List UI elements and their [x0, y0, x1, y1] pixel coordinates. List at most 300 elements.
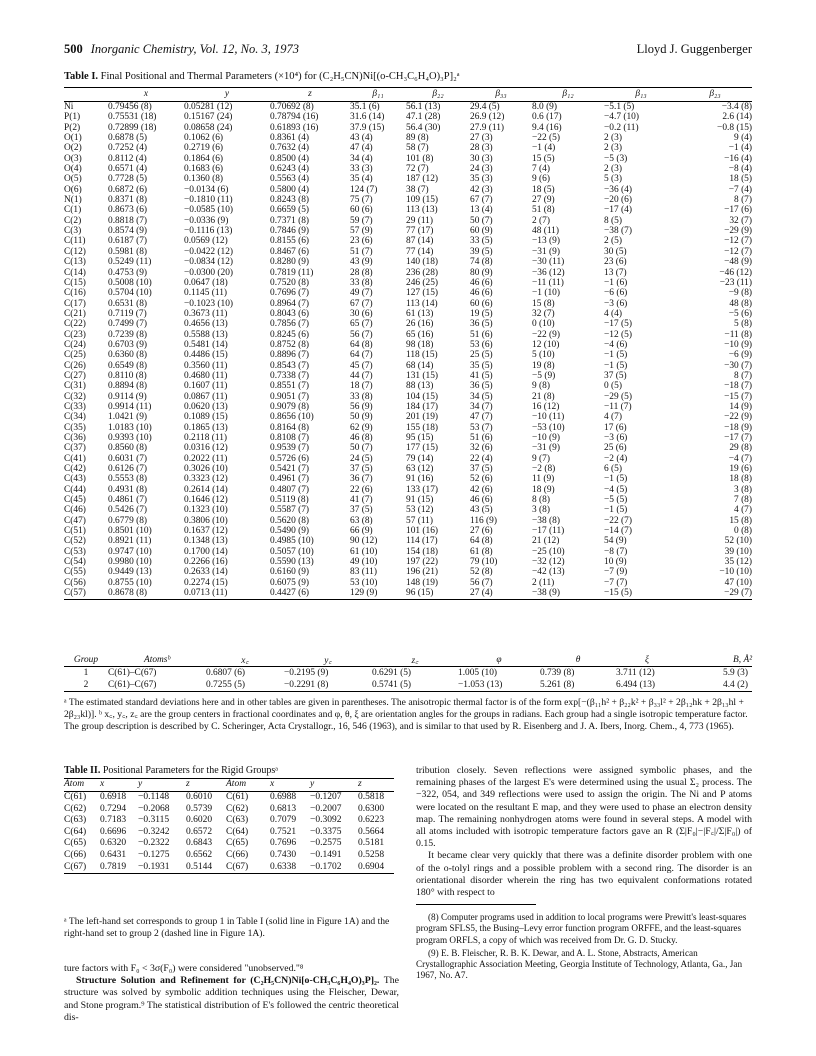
table-cell: 49 (10) — [350, 557, 378, 568]
table-cell: 0.1646 (12) — [184, 495, 228, 506]
table-cell: 79 (14) — [406, 453, 434, 464]
table-row — [64, 381, 752, 391]
table-cell: −17 (7) — [724, 433, 752, 443]
table-cell: 0.0620 (13) — [184, 401, 228, 412]
table-cell: 118 (15) — [406, 350, 438, 361]
table-cell: C(61)–C(67) — [108, 680, 157, 690]
table-cell: 0.5181 — [358, 838, 385, 849]
table-cell: 2 (3) — [604, 164, 622, 175]
table-cell: 0.72899 (18) — [108, 122, 157, 133]
table-row — [64, 112, 752, 122]
table-row — [64, 516, 752, 526]
table-cell: −0.1702 — [310, 861, 342, 872]
atom-label: C(31) — [64, 381, 86, 392]
group-col-header: φ — [496, 654, 502, 665]
table-cell: 57 (11) — [406, 515, 433, 526]
table-row — [64, 557, 752, 567]
table-cell: 60 (6) — [470, 298, 493, 309]
table-cell: 0.5553 (8) — [108, 474, 148, 485]
table-cell: 46 (6) — [470, 277, 493, 288]
table-cell: −7 (4) — [728, 184, 752, 195]
table-cell: 0.2274 (15) — [184, 577, 228, 588]
table-cell: 0.6187 (7) — [108, 236, 148, 247]
table-cell: 0.6779 (8) — [108, 515, 148, 526]
table-cell: 0.8755 (10) — [108, 577, 152, 588]
table-row — [64, 567, 752, 577]
table-cell: 36 (5) — [470, 381, 493, 392]
table-cell: C(62) — [64, 803, 87, 814]
table-cell: 63 (12) — [406, 464, 434, 475]
atom-label: C(1) — [64, 205, 82, 216]
table-cell: 30 (5) — [604, 246, 627, 257]
table-cell: 50 (9) — [350, 412, 373, 423]
table-cell: 236 (28) — [406, 267, 439, 278]
table-cell: 0.7728 (5) — [108, 174, 148, 185]
table-row — [64, 792, 394, 804]
table-cell: 0.5426 (7) — [108, 505, 148, 516]
table-cell: 0.8112 (4) — [108, 153, 147, 164]
table-cell: 29.4 (5) — [470, 102, 500, 112]
table-cell: 46 (6) — [470, 288, 493, 299]
table-cell: 0.4486 (15) — [184, 350, 228, 361]
table-cell: 30 (3) — [470, 153, 493, 164]
table-cell: 0.7239 (8) — [108, 329, 148, 340]
table1-header-row — [64, 88, 752, 102]
table2-body — [64, 792, 394, 874]
atom-label: C(32) — [64, 391, 86, 402]
table-cell: C(67) — [226, 861, 249, 872]
table-cell: 98 (18) — [406, 339, 434, 350]
table-cell: −31 (9) — [532, 246, 560, 257]
table2-col-header: Atom — [64, 779, 85, 790]
table-cell: 0.2266 (16) — [184, 557, 228, 568]
table-cell: 56 (9) — [350, 401, 373, 412]
table-cell: 23 (6) — [350, 236, 373, 247]
table-cell: 2 — [83, 680, 89, 690]
table-cell: 4.4 (2) — [723, 680, 748, 690]
atom-label: C(36) — [64, 433, 86, 443]
table-cell: −10 (10) — [719, 567, 752, 578]
table-cell: 0.7430 — [270, 849, 297, 860]
table-cell: 66 (9) — [350, 526, 373, 537]
table-cell: −22 (5) — [532, 133, 560, 144]
table-cell: 0.5981 (8) — [108, 246, 148, 257]
table-row — [64, 205, 752, 215]
table-cell: −0.1148 — [138, 792, 170, 802]
table-cell: 0.6878 (5) — [108, 133, 148, 144]
table-row — [64, 288, 752, 298]
table1-col-header: β₁₂ — [562, 89, 574, 100]
atom-label: O(6) — [64, 184, 82, 195]
table-cell: 155 (18) — [406, 422, 439, 433]
table-cell: 9.4 (16) — [532, 122, 562, 133]
table-cell: 0.8500 (4) — [270, 153, 310, 164]
table-row — [64, 433, 752, 443]
table-cell: −0.2291 (8) — [284, 680, 329, 690]
table-cell: 0.8164 (8) — [270, 422, 310, 433]
table-cell: −22 (9) — [532, 329, 560, 340]
table-cell: −9 (8) — [728, 288, 752, 299]
atom-label: O(5) — [64, 174, 82, 185]
table-cell: 124 (7) — [350, 184, 378, 195]
table-row — [64, 412, 752, 422]
table-cell: 148 (19) — [406, 577, 439, 588]
table-cell: −5 (6) — [728, 308, 752, 319]
table-cell: 41 (5) — [470, 370, 493, 381]
table-cell: 0.61893 (16) — [270, 122, 319, 133]
table-cell: 0.8894 (8) — [108, 381, 148, 392]
table-cell: −31 (9) — [532, 443, 560, 454]
table-cell: 24 (3) — [470, 164, 493, 175]
table-cell: 21 (8) — [532, 391, 555, 402]
table1-body — [64, 102, 752, 600]
table-cell: 0 (5) — [604, 381, 622, 392]
table-cell: 0.3806 (10) — [184, 515, 228, 526]
table-cell: −17 (11) — [532, 526, 565, 537]
table-cell: 53 (12) — [406, 505, 434, 516]
table-cell: 0.8501 (10) — [108, 526, 152, 537]
table-cell: 37 (5) — [470, 464, 493, 475]
table-cell: −29 (9) — [724, 226, 752, 237]
table-cell: −12 (7) — [724, 246, 752, 257]
table-cell: −22 (9) — [724, 412, 752, 423]
table-cell: −38 (9) — [532, 588, 560, 599]
table-cell: −0.0834 (12) — [184, 257, 234, 268]
table-cell: 187 (12) — [406, 174, 439, 185]
table-cell: 0.7252 (4) — [108, 143, 148, 154]
table-cell: 53 (6) — [470, 339, 493, 350]
table-row — [64, 330, 752, 340]
table-cell: −30 (7) — [724, 360, 752, 371]
table-cell: 0.1864 (6) — [184, 153, 224, 164]
table-cell: 3 (8) — [532, 505, 550, 516]
table2-rigid-groups — [64, 778, 394, 874]
table-cell: 131 (15) — [406, 370, 439, 381]
table-cell: 61 (13) — [406, 308, 434, 319]
table-cell: 0.4985 (10) — [270, 536, 314, 547]
table-row — [64, 309, 752, 319]
table-cell: −18 (9) — [724, 422, 752, 433]
running-header — [64, 42, 752, 62]
table-cell: 0.4753 (9) — [108, 267, 148, 278]
table-cell: 17 (6) — [604, 422, 627, 433]
group-table-body — [64, 653, 752, 692]
table-cell: −0.2575 — [310, 838, 342, 849]
table-cell: 52 (6) — [470, 474, 493, 485]
table-cell: −4 (7) — [728, 453, 752, 464]
table-cell: 47 (10) — [724, 577, 752, 588]
atom-label: C(34) — [64, 412, 86, 423]
table-cell: 0.5588 (13) — [184, 329, 228, 340]
table-cell: 18 (7) — [350, 381, 373, 392]
table-row — [64, 361, 752, 371]
atom-label: C(43) — [64, 474, 86, 485]
table-cell: 34 (4) — [350, 153, 373, 164]
table-cell: −8 (7) — [604, 546, 628, 557]
table-cell: −0.0422 (12) — [184, 246, 234, 257]
table-cell: 60 (9) — [470, 226, 493, 237]
table-cell: 0.9051 (7) — [270, 391, 310, 402]
table-cell: −0.8 (15) — [717, 122, 752, 133]
table-cell: 0.5704 (10) — [108, 288, 152, 299]
atom-label: C(26) — [64, 360, 86, 371]
table-cell: 0.5741 (5) — [372, 680, 412, 690]
table-cell: 33 (8) — [350, 391, 373, 402]
table-cell: 0.8361 (4) — [270, 133, 310, 144]
atom-label: O(3) — [64, 153, 82, 164]
table-cell: 0.6813 — [270, 803, 297, 814]
table-cell: 24 (5) — [350, 453, 373, 464]
table-cell: −5 (5) — [604, 495, 628, 506]
table-cell: 64 (8) — [350, 339, 373, 350]
table-cell: 0.6075 (9) — [270, 577, 310, 588]
table-cell: 9 (8) — [532, 381, 550, 392]
table-cell: 7 (4) — [532, 164, 550, 175]
table-cell: −1 (10) — [532, 288, 560, 299]
table-cell: 0.4861 (7) — [108, 495, 148, 506]
table-cell: 0.8108 (7) — [270, 433, 310, 443]
table-cell: 5.261 (8) — [540, 680, 575, 690]
table-cell: 26.9 (12) — [470, 112, 505, 123]
atom-label: C(56) — [64, 577, 86, 588]
table-cell: 13 (4) — [470, 205, 493, 216]
table-row — [64, 257, 752, 267]
table-cell: 0.2022 (11) — [184, 453, 228, 464]
group-col-header: y꜀ — [324, 656, 332, 666]
table-cell: 0.9393 (10) — [108, 433, 152, 443]
atom-label: C(41) — [64, 453, 86, 464]
table-cell: 0.6300 — [358, 803, 385, 814]
atom-label: C(35) — [64, 422, 86, 433]
table-cell: 0.6 (17) — [532, 112, 562, 123]
table-cell: 0.9914 (11) — [108, 401, 152, 412]
table-cell: 0.9114 (9) — [108, 391, 147, 402]
table-cell: 57 (9) — [350, 226, 373, 237]
table-cell: C(65) — [64, 838, 87, 849]
table-cell: 0.739 (8) — [540, 668, 575, 678]
table-cell: 0.1637 (12) — [184, 526, 228, 537]
table-row — [64, 536, 752, 546]
table-cell: C(61) — [64, 792, 87, 802]
table-cell: 0.7183 — [100, 815, 127, 826]
table-cell: 8.0 (9) — [532, 102, 557, 112]
table-row — [64, 133, 752, 143]
atom-label: C(11) — [64, 236, 86, 247]
atom-label: O(2) — [64, 143, 82, 154]
table-cell: 34 (7) — [470, 401, 493, 412]
table-cell: 0.7696 (7) — [270, 288, 310, 299]
table-cell: 0.6531 (8) — [108, 298, 148, 309]
table-cell: 5 (3) — [604, 174, 622, 185]
table-row — [64, 392, 752, 402]
table-cell: −0.2007 — [310, 803, 342, 814]
table-cell: 26 (16) — [406, 319, 434, 330]
table-cell: 0.08658 (24) — [184, 122, 233, 133]
table-row — [64, 667, 752, 680]
table-cell: 114 (17) — [406, 536, 438, 547]
table-row — [64, 319, 752, 329]
table-cell: 0.6320 — [100, 838, 127, 849]
table-cell: 0.5421 (7) — [270, 464, 310, 475]
table-cell: 4 (7) — [604, 412, 622, 423]
table-cell: 0.0867 (11) — [184, 391, 228, 402]
table-cell: 39 (5) — [470, 246, 493, 257]
table-cell: −0.1275 — [138, 849, 170, 860]
table-cell: −0.1810 (11) — [184, 195, 233, 206]
table-cell: 9 (7) — [532, 453, 550, 464]
table-cell: 0.8921 (11) — [108, 536, 152, 547]
table-cell: 0.6807 (6) — [206, 668, 246, 678]
table-cell: 5.9 (3) — [723, 668, 748, 678]
table-cell: 0.5481 (14) — [184, 339, 228, 350]
table-cell: 0.1865 (13) — [184, 422, 228, 433]
left-para1: ture factors with F₀ < 3σ(F₀) were considered "unobserved."⁸ — [64, 963, 304, 974]
atom-label: C(14) — [64, 267, 86, 278]
reference-8: (8) Computer programs used in addition to local programs were Prewitt's least-squares program SFLS5, the Busing–Levy error function program ORFFE, and the least-squares program ORFLS, a copy of which was received from Dr. G. D. Stucky. — [416, 912, 747, 945]
table-cell: 37 (5) — [350, 464, 373, 475]
table-cell: −5 (9) — [532, 370, 556, 381]
table-cell: 0.5490 (9) — [270, 526, 310, 537]
page-number: 500 — [64, 42, 83, 56]
table-cell: 53 (10) — [350, 577, 378, 588]
table-cell: 0.2118 (11) — [184, 433, 228, 443]
table-cell: 0.5664 — [358, 826, 385, 837]
table-cell: 0.6872 (6) — [108, 184, 148, 195]
table-cell: 177 (15) — [406, 443, 439, 454]
table-cell: −30 (11) — [532, 257, 565, 268]
table-row — [64, 815, 394, 827]
atom-label: C(3) — [64, 226, 82, 237]
table-cell: 72 (7) — [406, 164, 429, 175]
group-col-header: ξ — [644, 654, 649, 665]
table-cell: −48 (9) — [724, 257, 752, 268]
table-cell: 11 (9) — [532, 474, 555, 485]
table-cell: 49 (7) — [350, 288, 373, 299]
table-row — [64, 464, 752, 474]
table-cell: C(63) — [64, 815, 87, 826]
table-cell: 12 (10) — [532, 339, 560, 350]
table2-footnote: ᵃ The left-hand set corresponds to group 1 in Table I (solid line in Figure 1A) and the right-hand set to group 2 (dashed line in Figure 1A). — [64, 916, 390, 939]
table-cell: −17 (5) — [604, 319, 632, 330]
table-cell: 62 (9) — [350, 422, 373, 433]
atom-label: C(46) — [64, 505, 86, 516]
table1-title: Final Positional and Thermal Parameters (×10⁴) for (C₂H₅CN)Ni[(o-CH₃C₆H₄O)₃P]₂ᵃ — [100, 71, 460, 82]
atom-label: C(16) — [64, 288, 86, 299]
table-cell: 36 (7) — [350, 474, 373, 485]
table-cell: −12 (5) — [604, 329, 632, 340]
table-cell: 184 (17) — [406, 401, 439, 412]
table-cell: −0.3115 — [138, 815, 170, 826]
table-cell: −18 (7) — [724, 381, 752, 392]
table-cell: 154 (18) — [406, 546, 439, 557]
table-cell: 48 (11) — [532, 226, 559, 237]
group-col-header: x꜀ — [241, 656, 249, 666]
table-cell: 0.7294 — [100, 803, 127, 814]
table-cell: 0.1683 (6) — [184, 164, 224, 175]
table-cell: 3.711 (12) — [616, 668, 655, 678]
atom-label: C(24) — [64, 339, 86, 350]
table-cell: −36 (12) — [532, 267, 565, 278]
table-row — [64, 850, 394, 862]
table1-col-header — [64, 88, 108, 102]
table-cell: 7 (8) — [734, 495, 752, 506]
table-cell: 0.6360 (8) — [108, 350, 148, 361]
table-cell: 51 (7) — [350, 246, 373, 257]
table1-col-header: x — [143, 89, 149, 100]
table-cell: 32 (6) — [470, 443, 493, 454]
table-cell: 56 (7) — [470, 577, 493, 588]
table-cell: 201 (19) — [406, 412, 439, 423]
table2-col-header: y — [310, 779, 315, 790]
table-cell: −11 (11) — [532, 277, 564, 288]
table-cell: −3.4 (8) — [721, 102, 752, 112]
table-cell: 0.8656 (10) — [270, 412, 314, 423]
group-header-row — [64, 653, 752, 667]
group-col-header: B, Å² — [733, 654, 752, 665]
table2-label: Table II. — [64, 765, 101, 776]
atom-label: C(23) — [64, 329, 86, 340]
atom-label: C(13) — [64, 257, 86, 268]
table-cell: 74 (8) — [470, 257, 493, 268]
table2-header-row — [64, 779, 394, 792]
table-row — [64, 247, 752, 257]
table-cell: 0.3323 (12) — [184, 474, 228, 485]
table-row — [64, 505, 752, 515]
table-cell: 61 (10) — [350, 546, 378, 557]
table-cell: 0.8560 (8) — [108, 443, 148, 454]
table-cell: 38 (7) — [406, 184, 429, 195]
table1-caption — [64, 71, 460, 82]
table-cell: 0.7521 — [270, 826, 297, 837]
atom-label: C(57) — [64, 588, 86, 599]
table-cell: 31.6 (14) — [350, 112, 385, 123]
table-cell: 21 (12) — [532, 536, 560, 547]
table-row — [64, 371, 752, 381]
table-cell: 87 (14) — [406, 236, 434, 247]
table1-parameters — [64, 87, 752, 600]
table-cell: −38 (7) — [604, 226, 632, 237]
table-cell: −1 (6) — [604, 277, 628, 288]
table-cell: 0.6431 — [100, 849, 127, 860]
table-cell: 0.5119 (8) — [270, 495, 309, 506]
table-cell: 0.5249 (11) — [108, 257, 152, 268]
table-cell: 16 (12) — [532, 401, 560, 412]
table-cell: 0.5590 (13) — [270, 557, 314, 568]
table-cell: 0.7520 (8) — [270, 277, 310, 288]
table-cell: 0.78794 (16) — [270, 112, 319, 123]
table-cell: 19 (6) — [729, 464, 752, 475]
table-cell: 0.5258 — [358, 849, 385, 860]
table-cell: −0.2068 — [138, 803, 170, 814]
table-cell: 2 (7) — [532, 215, 550, 226]
table-cell: 0.7819 — [100, 861, 127, 872]
table-cell: 36 (5) — [470, 319, 493, 330]
table-cell: −17 (4) — [604, 205, 632, 216]
table-cell: 0.4931 (8) — [108, 484, 148, 495]
atom-label: C(47) — [64, 515, 86, 526]
right-para1: tribution closely. Seven reflections were assigned symbolic phases, and the remaining phases of the largest E's were determined using the usual Σ₂ process. The −322, 054, and 349 reflections were used to assign the origin. The Ni and P atoms were located on the resultant E map, and they were used to phase an electron density map. The remaining nonhydrogen atoms were found in several steps. A model with all atoms included with isotropic temperature factors gave an R (Σ|F₀|−|F꜀|/Σ|F₀|) of 0.15. — [416, 765, 752, 850]
table-cell: 0.5563 (4) — [270, 174, 310, 185]
table-cell: C(61) — [226, 792, 249, 802]
table-cell: 0.8155 (6) — [270, 236, 310, 247]
table-cell: −1 (5) — [604, 360, 628, 371]
table-row — [64, 526, 752, 536]
table-cell: 52 (8) — [470, 567, 493, 578]
table1-col-header: β₁₃ — [635, 89, 647, 100]
table-cell: −7 (7) — [604, 577, 628, 588]
atom-label: Ni — [64, 102, 74, 112]
table-cell: 52 (10) — [724, 536, 752, 547]
